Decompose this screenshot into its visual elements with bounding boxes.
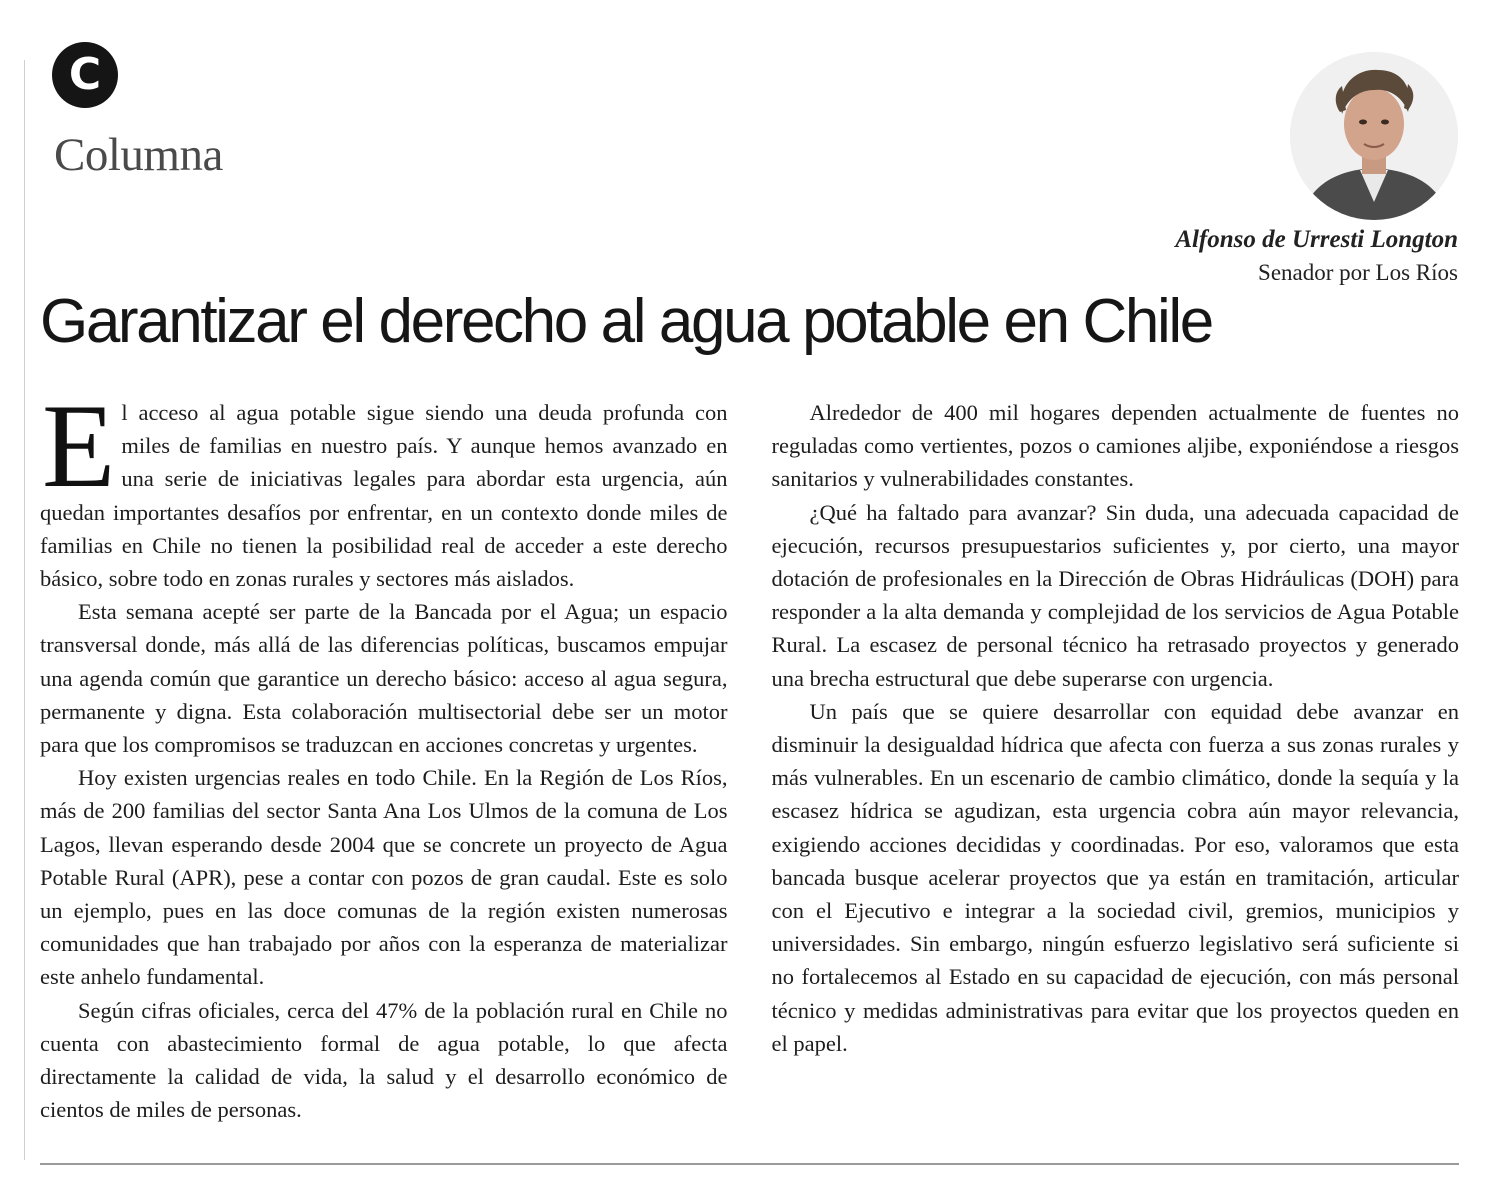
author-role: Senador por Los Ríos	[1258, 260, 1458, 285]
article-body	[40, 379, 1459, 1156]
article-paragraph: Esta semana acepté ser parte de la Bancada por el Agua; un espacio transversal donde, más allá de las diferencias políticas, buscamos empujar una agenda común que garantice un derecho básico: acceso al agua segura, permanente y digna. Esta colaboración multisectorial debe ser un motor para que los compromisos se traduzcan en acciones concretas y urgentes.	[40, 599, 728, 758]
author-portrait-image	[1290, 52, 1458, 220]
article-paragraph: Un país que se quiere desarrollar con equidad debe avanzar en disminuir la desigualdad hídrica que afecta con fuerza a sus zonas rurales y más vulnerables. En un escenario de cambio climático, donde la sequía y la escasez hídrica se agudizan, esta urgencia cobra aún mayor relevancia, exigiendo acciones decididas y coordinadas. Por eso, valoramos que esta bancada busque acelerar proyectos que ya están en tramitación, articular con el Ejecutivo e integrar a la sociedad civil, gremios, municipios y universidades. Sin embargo, ningún esfuerzo legislativo será suficiente si no fortalecemos al Estado en su capacidad de ejecución, con más personal técnico y medidas administrativas para evitar que los proyectos queden en el papel.	[771, 698, 1459, 1056]
article-lead-paragraph	[40, 379, 728, 595]
article-paragraph: Según cifras oficiales, cerca del 47% de la población rural en Chile no cuenta con abastecimiento formal de agua potable, lo que afecta directamente la calidad de vida, la salud y el desarrollo económico de cientos de miles de personas.	[40, 997, 728, 1123]
lead-text: l acceso al agua potable sigue siendo una deuda profunda con miles de familias en nuestro país. Y aunque hemos avanzado en una serie de iniciativas legales para abordar esta urgencia, aún quedan importantes desafíos por enfrentar, en un contexto donde miles de familias en Chile no tienen la posibilidad real de acceder a este derecho básico, sobre todo en zonas rurales y sectores más aislados.	[40, 400, 728, 592]
article-paragraph: Alrededor de 400 mil hogares dependen actualmente de fuentes no reguladas como vertientes, pozos o camiones aljibe, exponiéndose a riesgos sanitarios y vulnerabilidades constantes.	[771, 400, 1459, 492]
author-photo	[1290, 52, 1458, 220]
page-left-rule	[24, 60, 25, 1160]
article-paragraph: ¿Qué ha faltado para avanzar? Sin duda, una adecuada capacidad de ejecución, recursos presupuestarios suficientes y, por cierto, una mayor dotación de profesionales en la Dirección de Obras Hidráulicas (DOH) para responder a la alta demanda y complejidad de los servicios de Agua Potable Rural. La escasez de personal técnico ha retrasado proyectos y generado una brecha estructural que debe superarse con urgencia.	[771, 499, 1459, 691]
section-label: Columna	[54, 129, 223, 181]
column-badge-letter: C	[68, 49, 102, 100]
bottom-divider	[40, 1163, 1459, 1165]
article-paragraph: Hoy existen urgencias reales en todo Chile. En la Región de Los Ríos, más de 200 familias del sector Santa Ana Los Ulmos de la comuna de Los Lagos, llevan esperando desde 2004 que se concrete un proyecto de Agua Potable Rural (APR), pese a contar con pozos de gran caudal. Este es solo un ejemplo, pues en las doce comunas de la región existen numerosas comunidades que han trabajado por años con la esperanza de materializar este anhelo fundamental.	[40, 765, 728, 990]
article-headline: Garantizar el derecho al agua potable en Chile	[40, 287, 1212, 356]
column-badge-icon	[52, 42, 118, 108]
drop-cap: E	[42, 379, 116, 512]
author-name: Alfonso de Urresti Longton	[1175, 226, 1458, 253]
